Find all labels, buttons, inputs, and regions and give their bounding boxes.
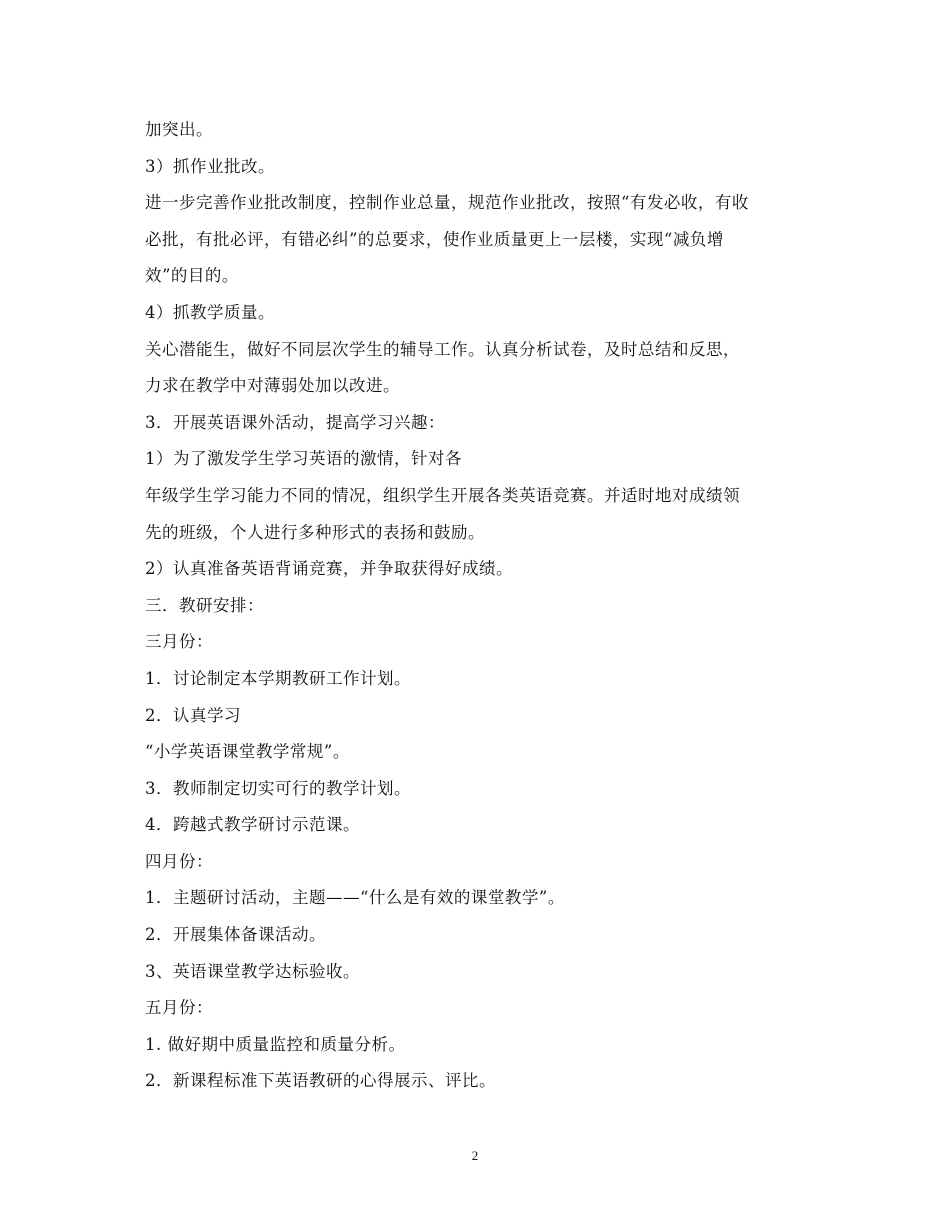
text-line: 先的班级，个人进行多种形式的表扬和鼓励。 [145, 522, 485, 542]
text-line: 关心潜能生，做好不同层次学生的辅导工作。认真分析试卷，及时总结和反思， [145, 339, 740, 359]
text-line: 年级学生学习能力不同的情况，组织学生开展各类英语竞赛。并适时地对成绩领 [145, 485, 740, 505]
month-heading: 四月份： [145, 851, 213, 871]
text-line: 必批，有批必评，有错必纠”的总要求，使作业质量更上一层楼，实现“减负增 [145, 229, 724, 249]
text-line: 2．开展集体备课活动。 [145, 925, 326, 945]
text-line: 4）抓教学质量。 [145, 302, 275, 322]
section-heading: 三．教研安排： [145, 595, 264, 615]
text-line: “小学英语课堂教学常规”。 [145, 742, 350, 762]
text-line: 2．认真学习 [145, 705, 241, 725]
text-line: 3．开展英语课外活动，提高学习兴趣： [145, 412, 445, 432]
month-heading: 五月份： [145, 998, 213, 1018]
text-line: 进一步完善作业批改制度，控制作业总量，规范作业批改，按照“有发必收，有收 [145, 193, 749, 213]
month-heading: 三月份： [145, 632, 213, 652]
text-line: 3．教师制定切实可行的教学计划。 [145, 778, 411, 798]
page-number: 2 [471, 1148, 479, 1163]
text-line: 3）抓作业批改。 [145, 156, 275, 176]
text-line: 力求在教学中对薄弱处加以改进。 [145, 376, 400, 396]
body-text [145, 112, 815, 1100]
text-line: 1. 做好期中质量监控和质量分析。 [145, 1034, 406, 1054]
text-line: 1．讨论制定本学期教研工作计划。 [145, 668, 411, 688]
text-line: 2）认真准备英语背诵竞赛，并争取获得好成绩。 [145, 559, 513, 579]
text-line: 2．新课程标准下英语教研的心得展示、评比。 [145, 1071, 496, 1091]
text-line: 1．主题研讨活动，主题——“什么是有效的课堂教学”。 [145, 888, 565, 908]
text-line: 1）为了激发学生学习英语的激情，针对各 [145, 449, 462, 469]
text-line: 加突出。 [145, 120, 213, 139]
text-line: 3、英语课堂教学达标验收。 [145, 961, 360, 981]
text-line: 4．跨越式教学研讨示范课。 [145, 815, 360, 835]
text-line: 效”的目的。 [145, 266, 239, 286]
